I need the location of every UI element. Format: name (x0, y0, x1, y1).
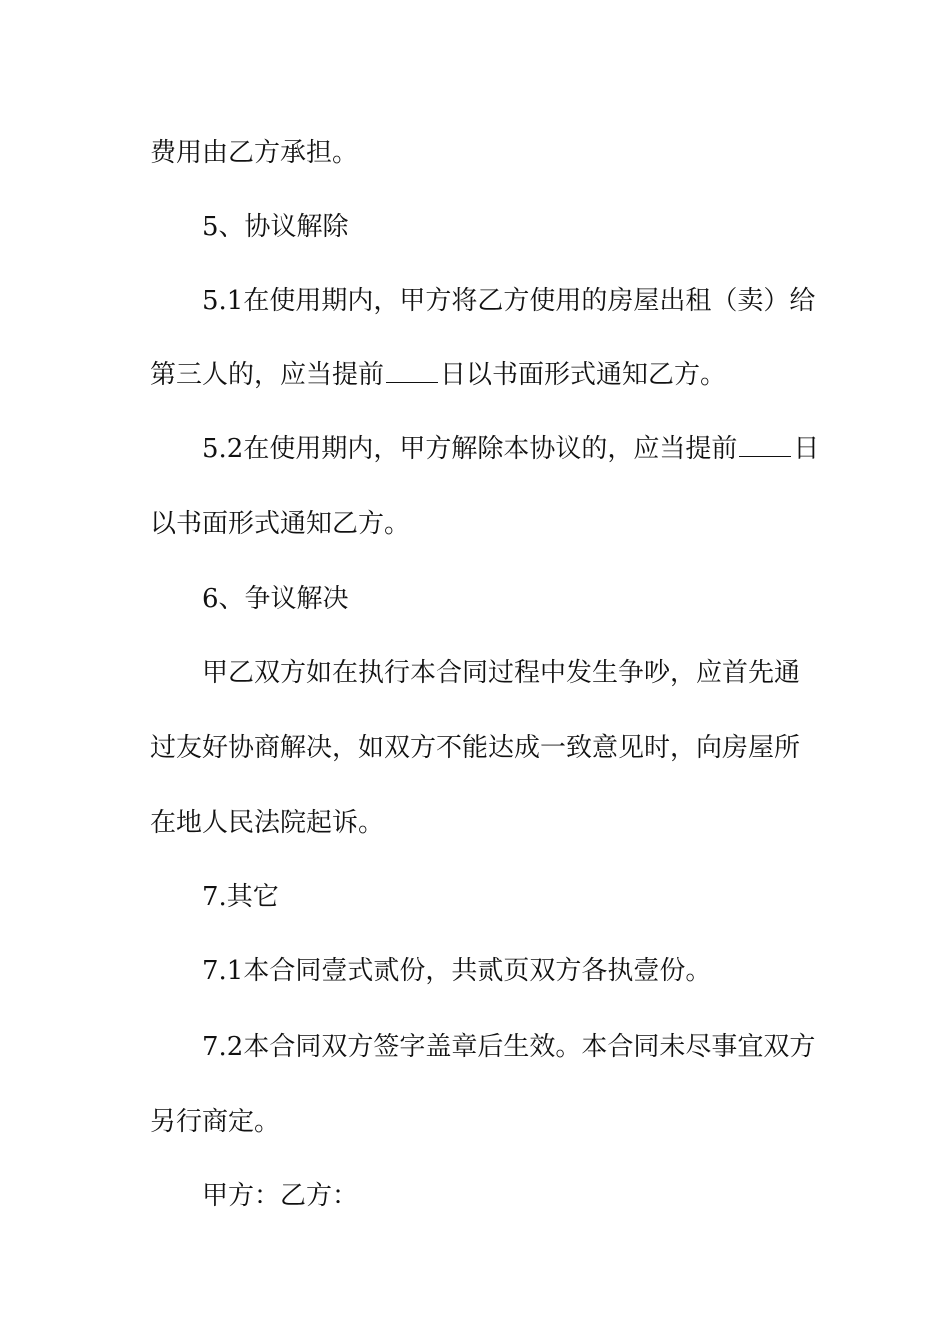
section-heading-other: 7.其它 (202, 882, 279, 912)
clause-5-1-continuation (150, 358, 810, 392)
signature-line: 甲方：乙方： (202, 1181, 359, 1211)
dispute-paragraph-line: 甲乙双方如在执行本合同过程中发生争吵，应首先通 (202, 658, 801, 688)
clause-5-2-line (202, 432, 862, 466)
dispute-paragraph-line: 过友好协商解决，如双方不能达成一致意见时，向房屋所 (150, 733, 801, 763)
fill-in-blank[interactable] (386, 360, 438, 383)
clause-text: 日 (793, 434, 820, 464)
clause-7-2-line: 7.2本合同双方签字盖章后生效。本合同未尽事宜双方 (202, 1032, 816, 1062)
clause-5-1-line: 5.1在使用期内，甲方将乙方使用的房屋出租（卖）给 (202, 286, 816, 316)
dispute-paragraph-line: 在地人民法院起诉。 (150, 808, 385, 838)
clause-7-2-continuation: 另行商定。 (150, 1107, 281, 1137)
clause-5-2-continuation: 以书面形式通知乙方。 (150, 509, 411, 539)
clause-text: 第三人的，应当提前 (150, 360, 385, 390)
clause-text: 5.2在使用期内，甲方解除本协议的，应当提前 (202, 434, 738, 464)
clause-text: 日以书面形式通知乙方。 (440, 360, 727, 390)
clause-7-1-line: 7.1本合同壹式贰份，共贰页双方各执壹份。 (202, 956, 712, 986)
fill-in-blank[interactable] (739, 434, 791, 457)
section-heading-dispute: 6、争议解决 (202, 584, 349, 614)
paragraph-line: 费用由乙方承担。 (150, 138, 359, 168)
section-heading-termination: 5、协议解除 (202, 212, 349, 242)
